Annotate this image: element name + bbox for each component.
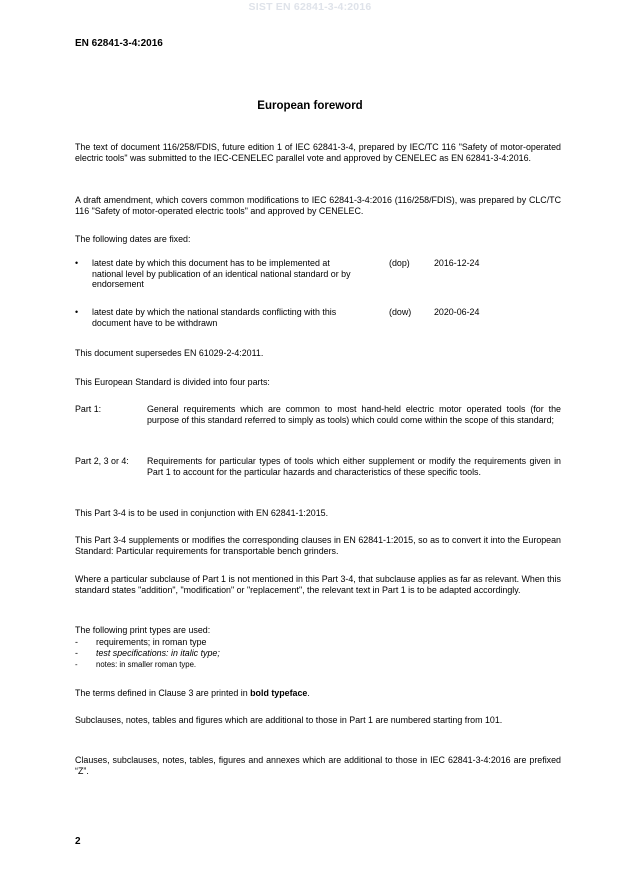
date-dop-text: latest date by which this document has to be implemented at national level by publication of an identical national standard or by endorsement [92, 258, 351, 290]
terms-text-pre: The terms defined in Clause 3 are printed in [75, 688, 251, 698]
document-id-header: EN 62841-3-4:2016 [75, 38, 163, 49]
watermark: SIST EN 62841-3-4:2016 [248, 1, 372, 13]
part-1-text: General requirements which are common to most hand-held electric motor operated tools (for the purpose of this standard referred to simply as tools) which could come within the scope of this standard; [147, 404, 561, 425]
part-2-label: Part 2, 3 or 4: [75, 456, 129, 466]
bullet-dop: • [75, 258, 79, 268]
paragraph-subclause: Where a particular subclause of Part 1 is not mentioned in this Part 3-4, that subclause applies as far as relevant. When this standard states "addition", "modification" or "replacement", the relevant text in Part 1 is to be adapted accordingly. [75, 574, 561, 595]
terms-text-post: . [307, 688, 310, 698]
dash-notes: - [75, 660, 78, 669]
paragraph-prefixed-z: Clauses, subclauses, notes, tables, figures and annexes which are additional to those in IEC 62841-3-4:2016 are prefixed “Z”. [75, 755, 561, 776]
paragraph-terms [75, 688, 561, 699]
print-type-test-specs: test specifications: in italic type; [96, 648, 220, 658]
print-type-requirements: requirements; in roman type [96, 637, 207, 647]
part-1-label: Part 1: [75, 404, 102, 414]
bullet-dow: • [75, 307, 79, 317]
date-dow-code: (dow) [389, 307, 412, 317]
date-dow-text: latest date by which the national standards conflicting with this document have to be withdrawn [92, 307, 337, 328]
paragraph-fdis: The text of document 116/258/FDIS, future edition 1 of IEC 62841-3-4, prepared by IEC/TC 116 "Safety of motor-operated electric tools" was submitted to the IEC-CENELEC parallel vote and approved by CENELEC as EN 62841-3-4:2016. [75, 142, 561, 163]
paragraph-parts-intro: This European Standard is divided into four parts: [75, 377, 270, 387]
dash-test-specs: - [75, 648, 78, 658]
paragraph-conjunction: This Part 3-4 is to be used in conjunction with EN 62841-1:2015. [75, 508, 329, 518]
paragraph-numbering: Subclauses, notes, tables and figures which are additional to those in Part 1 are numbered starting from 101. [75, 715, 503, 725]
part-2-text: Requirements for particular types of tools which either supplement or modify the requirements given in Part 1 to account for the particular hazards and characteristics of these specific tools. [147, 456, 561, 477]
paragraph-supplements: This Part 3-4 supplements or modifies the corresponding clauses in EN 62841-1:2015, so as to convert it into the European Standard: Particular requirements for transportable bench grinders. [75, 535, 561, 556]
terms-bold-typeface: bold typeface [250, 688, 308, 698]
paragraph-draft-amendment: A draft amendment, which covers common modifications to IEC 62841-3-4:2016 (116/258/FDIS), was prepared by CLC/TC 116 "Safety of motor-operated electric tools" and approved by CENELEC. [75, 195, 561, 216]
page-title: European foreword [257, 100, 363, 112]
page-number: 2 [75, 836, 81, 847]
paragraph-supersedes: This document supersedes EN 61029-2-4:2011. [75, 348, 264, 358]
date-dop-code: (dop) [389, 258, 410, 268]
date-dop-value: 2016-12-24 [434, 258, 480, 268]
paragraph-dates-intro: The following dates are fixed: [75, 234, 191, 244]
print-type-notes: notes: in smaller roman type. [96, 660, 197, 669]
date-dow-value: 2020-06-24 [434, 307, 480, 317]
dash-requirements: - [75, 637, 78, 647]
paragraph-print-types-intro: The following print types are used: [75, 625, 211, 635]
